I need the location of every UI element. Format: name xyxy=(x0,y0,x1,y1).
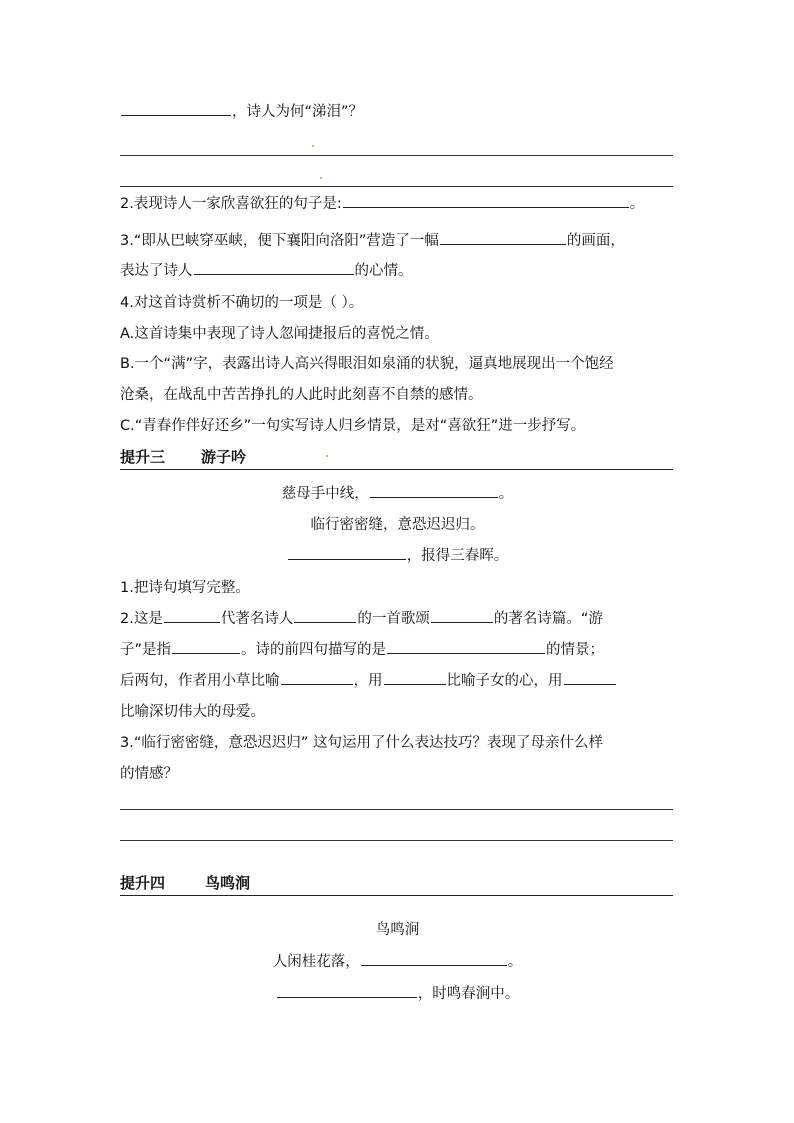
poem-line-2: 临行密密缝，意恐迟迟归。 xyxy=(310,517,485,533)
section-heading-3: 提升三 游子吟 xyxy=(120,446,673,470)
option-b-line2[interactable]: 沧桑，在战乱中苦苦挣扎的人此时此刻喜不自禁的感情。 xyxy=(120,387,483,403)
speck xyxy=(320,177,322,179)
answer-blank[interactable] xyxy=(387,638,545,654)
question-top: ，诗人为何“涕泪”？ xyxy=(120,100,675,121)
option-b-line1[interactable]: B.一个“满”字，表露出诗人高兴得眼泪如泉涌的状貌，逼真地展现出一个饱经 xyxy=(120,356,614,372)
option-c[interactable]: C.“青春作伴好还乡”一句实写诗人归乡情景，是对“喜欲狂”进一步抒写。 xyxy=(120,418,586,434)
answer-blank[interactable] xyxy=(172,638,240,654)
s3-question-3-line2: 的情感？ xyxy=(120,766,178,782)
s3-question-2-line4: 比喻深切伟大的母爱。 xyxy=(120,704,265,720)
answer-blank[interactable] xyxy=(281,669,353,685)
speck xyxy=(326,455,328,457)
answer-blank[interactable] xyxy=(343,192,629,208)
answer-blank[interactable] xyxy=(431,607,493,623)
answer-blank[interactable] xyxy=(564,669,616,685)
question-3-line2: 表达了诗人 的心情。 xyxy=(120,259,675,280)
answer-blank[interactable] xyxy=(288,544,406,560)
answer-line[interactable] xyxy=(120,155,673,156)
answer-blank[interactable] xyxy=(370,482,498,498)
s3-question-2-line2: 子”是指 。诗的前四句描写的是 的情景； xyxy=(120,638,675,659)
poem-line-3: ，报得三春晖。 xyxy=(120,544,675,565)
poem-line-1: 慈母手中线， 。 xyxy=(120,482,675,503)
answer-blank[interactable] xyxy=(440,229,566,245)
s3-question-2-line3: 后两句，作者用小草比喻 ，用 比喻子女的心，用 xyxy=(120,669,675,690)
s3-question-2-line1: 2.这是 代著名诗人 的一首歌颂 的著名诗篇。“游 xyxy=(120,607,675,628)
speck xyxy=(312,145,314,147)
answer-blank[interactable] xyxy=(277,982,417,998)
answer-blank[interactable] xyxy=(194,259,354,275)
answer-blank[interactable] xyxy=(361,950,507,966)
s3-question-3-line1: 3.“临行密密缝，意恐迟迟归” 这句运用了什么表达技巧？表现了母亲什么样 xyxy=(120,735,603,751)
option-a[interactable]: A.这首诗集中表现了诗人忽闻捷报后的喜悦之情。 xyxy=(120,326,439,342)
poem-line-2: ，时鸣春涧中。 xyxy=(120,982,675,1003)
question-3-line1: 3.“即从巴峡穿巫峡，便下襄阳向洛阳”营造了一幅 的画面， xyxy=(120,229,675,250)
poem-title: 鸟鸣涧 xyxy=(375,922,420,938)
answer-blank[interactable] xyxy=(164,607,220,623)
answer-blank[interactable] xyxy=(384,669,446,685)
answer-line[interactable] xyxy=(120,186,673,187)
section-heading-4: 提升四 鸟鸣涧 xyxy=(120,872,673,896)
question-2: 2.表现诗人一家欣喜欲狂的句子是: 。 xyxy=(120,192,675,213)
poem-line-1: 人闲桂花落， 。 xyxy=(120,950,675,971)
answer-line[interactable] xyxy=(120,809,673,810)
question-4-stem: 4.对这首诗赏析不确切的一项是（ ）。 xyxy=(120,295,364,311)
answer-blank[interactable] xyxy=(294,607,356,623)
answer-line[interactable] xyxy=(120,840,673,841)
answer-blank[interactable] xyxy=(121,100,231,116)
s3-question-1: 1.把诗句填写完整。 xyxy=(120,580,250,596)
